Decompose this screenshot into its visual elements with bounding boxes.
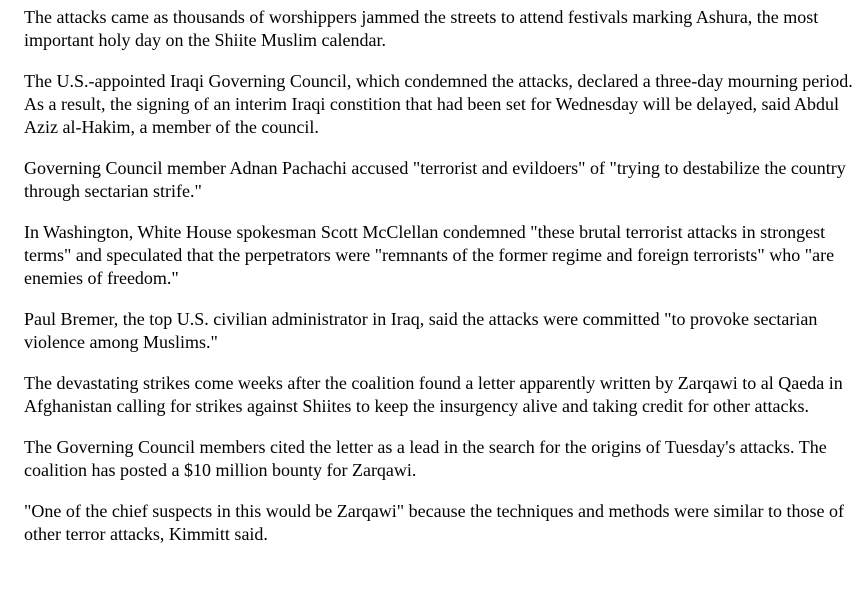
article-paragraph-3: Governing Council member Adnan Pachachi accused "terrorist and evildoers" of "trying to destabilize the country through sectarian strife." bbox=[24, 158, 846, 201]
article-paragraph-5: Paul Bremer, the top U.S. civilian administrator in Iraq, said the attacks were committed "to provoke sectarian violence among Muslims." bbox=[24, 309, 818, 352]
article-paragraph-2: The U.S.-appointed Iraqi Governing Council, which condemned the attacks, declared a three-day mourning period. As a result, the signing of an interim Iraqi constition that had been set for Wednesday will be delayed, said Abdul Aziz al-Hakim, a member of the council. bbox=[24, 71, 853, 137]
article-paragraph-6: The devastating strikes come weeks after the coalition found a letter apparently written by Zarqawi to al Qaeda in Afghanistan calling for strikes against Shiites to keep the insurgency alive and taking credit for other attacks. bbox=[24, 373, 843, 416]
article-paragraph-8: "One of the chief suspects in this would be Zarqawi" because the techniques and methods were similar to those of other terror attacks, Kimmitt said. bbox=[24, 501, 844, 544]
article-paragraph-4: In Washington, White House spokesman Scott McClellan condemned "these brutal terrorist attacks in strongest terms" and speculated that the perpetrators were "remnants of the former regime and foreign terrorists" who "are enemies of freedom." bbox=[24, 222, 835, 288]
article-paragraph-1: The attacks came as thousands of worshippers jammed the streets to attend festivals marking Ashura, the most important holy day on the Shiite Muslim calendar. bbox=[24, 7, 819, 50]
article-paragraph-7: The Governing Council members cited the letter as a lead in the search for the origins of Tuesday's attacks. The coalition has posted a $10 million bounty for Zarqawi. bbox=[24, 437, 827, 480]
